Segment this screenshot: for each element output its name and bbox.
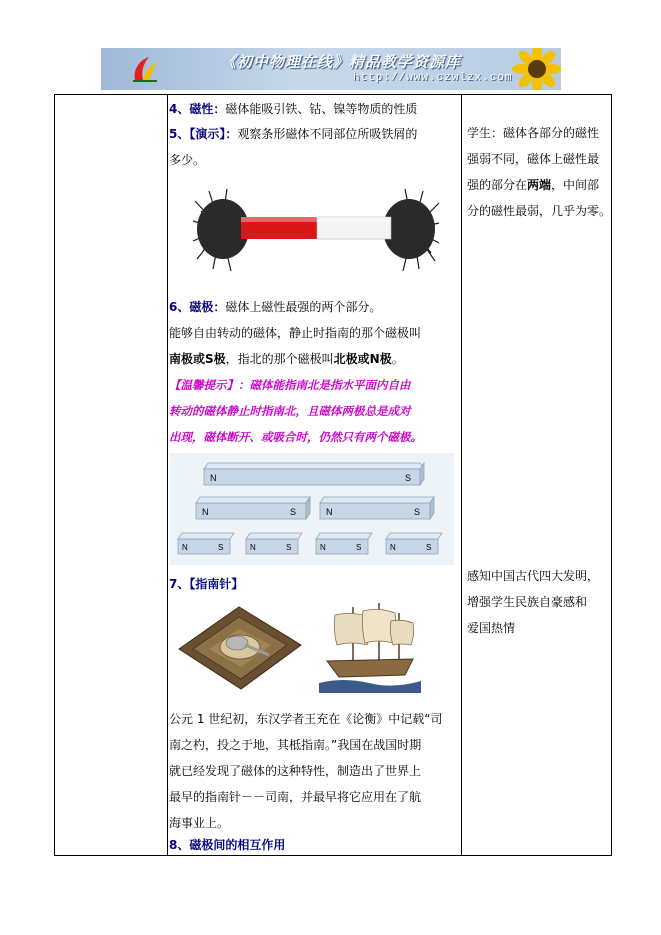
section-4-line: 4、磁性：磁体能吸引铁、钴、镍等物质的性质	[169, 102, 418, 116]
column-divider	[167, 95, 168, 855]
goal-note-line-3: 爱国热情	[467, 621, 516, 635]
tip-line-2: 转动的磁体静止时指南北，且磁体两极总是成对	[169, 404, 411, 418]
history-line-4: 最早的指南针－－司南，并最早将它应用在了航	[169, 790, 422, 804]
svg-text:S: S	[426, 543, 432, 552]
student-note-line-3: 强的部分在两端，中间部	[467, 178, 600, 192]
pole-paragraph-line-2: 南极或S极，指北的那个磁极叫北极或N极。	[169, 352, 404, 366]
sailing-ship-image	[313, 601, 427, 693]
svg-text:S: S	[286, 543, 292, 552]
student-note-line-4: 分的磁性最弱，几乎为零。	[467, 204, 612, 218]
column-divider	[461, 95, 462, 855]
section-7-line: 7、【指南针】	[169, 577, 244, 591]
goal-note-line-1: 感知中国古代四大发明，	[467, 569, 600, 583]
svg-text:N: N	[202, 507, 209, 517]
svg-text:S: S	[405, 473, 412, 483]
svg-text:N: N	[210, 473, 217, 483]
section-8-line: 8、磁极间的相互作用	[169, 838, 286, 852]
broken-magnets-diagram	[170, 453, 454, 565]
svg-text:N: N	[250, 543, 256, 552]
svg-text:N: N	[320, 543, 326, 552]
magnet-whole	[204, 463, 424, 485]
section-5-line: 5、【演示】：观察条形磁体不同部位所吸铁屑的	[169, 127, 418, 141]
student-note-line-2: 强弱不同，磁体上磁性最	[467, 152, 600, 166]
student-note-line-1: 学生：磁体各部分的磁性	[467, 126, 600, 140]
bar-magnet-filings-image	[191, 181, 441, 277]
site-logo-icon	[129, 54, 159, 84]
history-line-5: 海事业上。	[169, 816, 230, 830]
svg-text:S: S	[290, 507, 297, 517]
pole-paragraph-line-1: 能够自由转动的磁体，静止时指南的那个磁极叫	[169, 326, 422, 340]
goal-note-line-2: 增强学生民族自豪感和	[467, 595, 588, 609]
svg-text:N: N	[390, 543, 396, 552]
lesson-table	[54, 94, 612, 856]
tip-line-1: 【温馨提示】：磁体能指南北是指水平面内自由	[169, 378, 411, 392]
banner-title: 《初中物理在线》精品教学资源库	[221, 53, 462, 71]
sunflower-icon	[509, 48, 561, 90]
header-banner	[101, 48, 561, 90]
svg-text:S: S	[414, 507, 421, 517]
svg-text:N: N	[326, 507, 333, 517]
history-line-2: 南之杓，投之于地，其柢指南。”我国在战国时期	[169, 738, 422, 752]
tip-line-3: 出现，磁体断开、或吸合时，仍然只有两个磁极。	[169, 430, 422, 444]
history-line-1: 公元 1 世纪初，东汉学者王充在《论衡》中记载“司	[169, 712, 443, 726]
svg-text:S: S	[356, 543, 362, 552]
sinan-compass-image	[169, 603, 309, 691]
svg-text:S: S	[218, 543, 224, 552]
history-line-3: 就已经发现了磁体的这种特性，制造出了世界上	[169, 764, 422, 778]
banner-url[interactable]: http://www.czwlzx.com	[353, 72, 513, 84]
section-5-cont: 多少。	[169, 153, 206, 167]
svg-text:N: N	[182, 543, 188, 552]
section-6-line: 6、磁极：磁体上磁性最强的两个部分。	[169, 300, 382, 314]
